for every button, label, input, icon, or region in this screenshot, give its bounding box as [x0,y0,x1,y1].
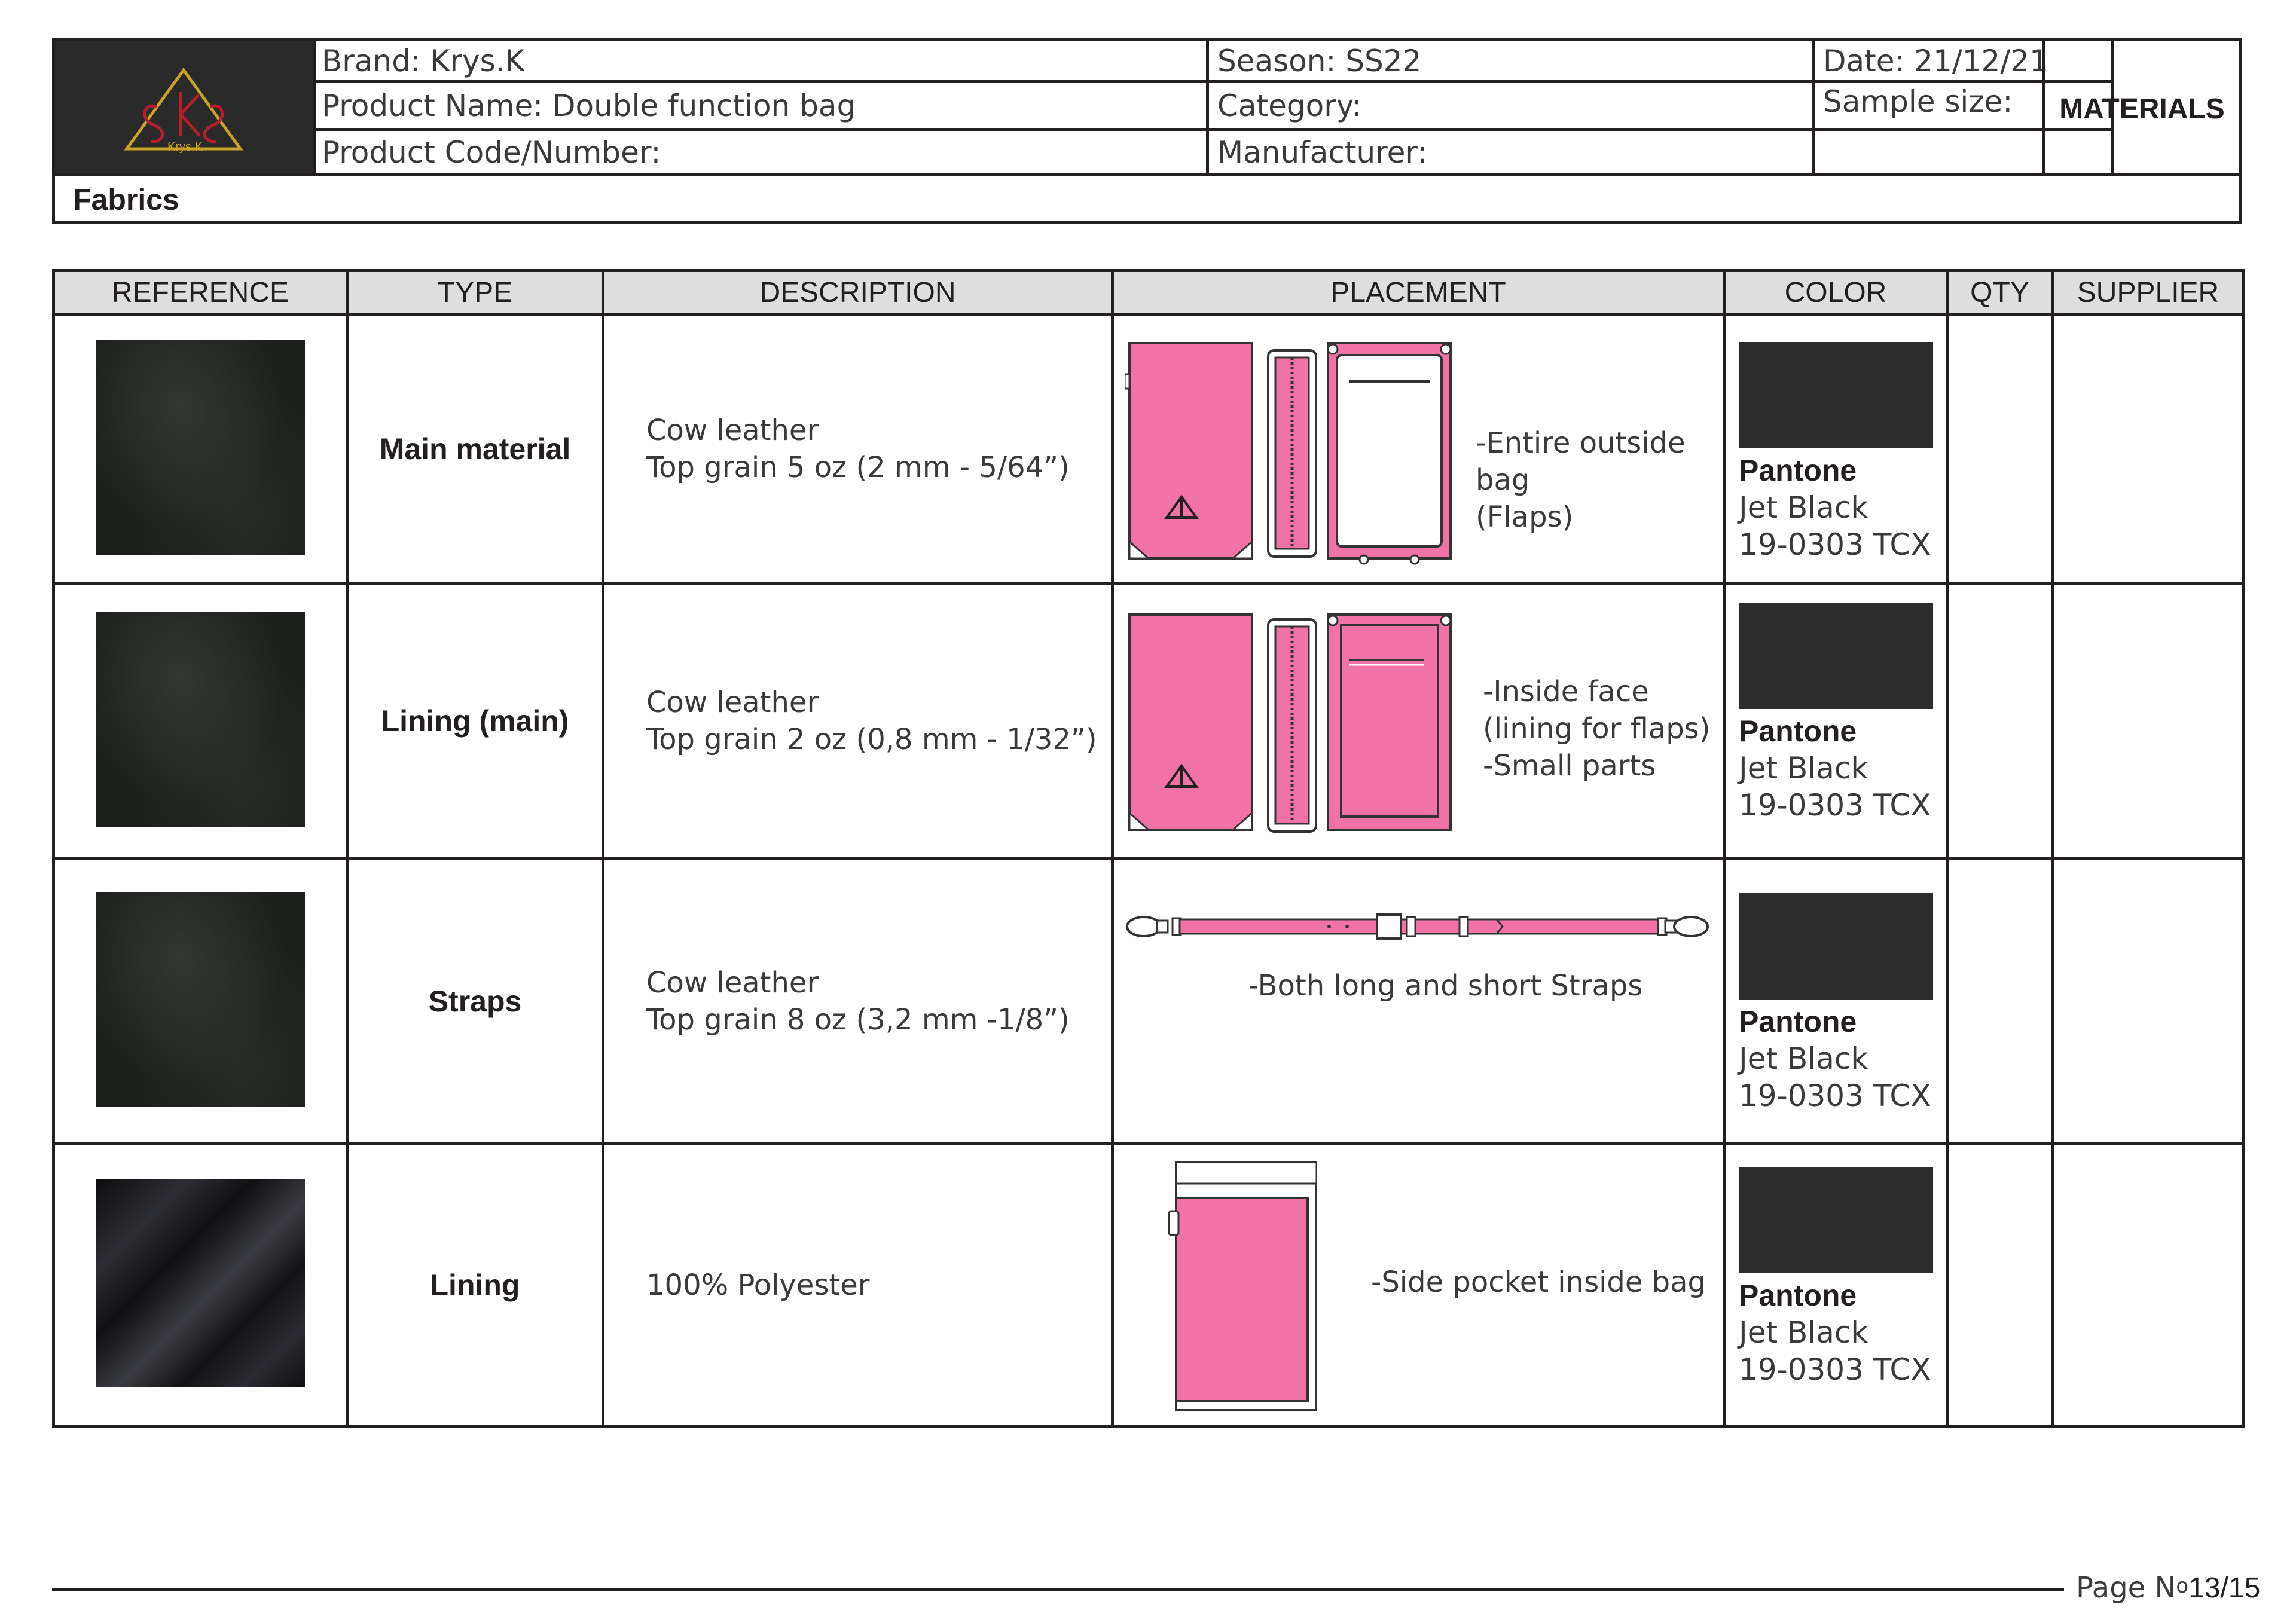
polyester-swatch-image [96,1179,305,1387]
description-cell [603,583,1113,858]
column-header-qty: QTY [1947,271,2053,314]
description-line: Cow leather [646,965,819,1000]
color-cell [1724,1144,1947,1426]
placement-line: -Inside face [1483,675,1649,708]
page-number-value: 13/15 [2188,1572,2261,1604]
supplier-cell [2053,314,2244,583]
side-pocket-illustration [1162,1157,1317,1414]
date-field: Date: 21/12/21 [1815,41,2114,83]
color-system: Pantone [1739,1005,1857,1038]
type-cell: Lining (main) [347,583,603,858]
color-cell [1724,583,1947,858]
placement-cell [1113,583,1724,858]
color-system: Pantone [1739,1279,1857,1312]
product-code-field: Product Code/Number: [313,131,1209,176]
footer-rule [52,1588,2064,1591]
qty-cell [1947,858,2053,1144]
color-cell [1724,858,1947,1144]
description-line: 100% Polyester [646,1268,870,1302]
reference-cell [54,583,347,858]
placement-line: -Entire outside bag [1476,426,1686,497]
brand-logo-cell [55,41,316,176]
leather-swatch-image [96,892,305,1107]
description-line: Top grain 8 oz (3,2 mm -1/8”) [646,1002,1070,1037]
description-line: Top grain 2 oz (0,8 mm - 1/32”) [646,722,1097,756]
manufacturer-field: Manufacturer: [1209,131,1815,176]
placement-line: (Flaps) [1476,500,1574,534]
color-name: Jet Black [1739,1041,1868,1076]
placement-line: (lining for flaps) [1483,712,1711,745]
reference-cell [54,1144,347,1426]
description-line: Cow leather [646,413,819,447]
qty-cell [1947,583,2053,858]
page-number [2076,1571,2260,1604]
placement-line: -Small parts [1483,749,1656,783]
color-cell [1724,314,1947,583]
description-line: Top grain 5 oz (2 mm - 5/64”) [646,450,1070,484]
strap-illustration [1120,903,1718,950]
description-cell [603,858,1113,1144]
type-cell: Straps [347,858,603,1144]
page-label-text: Page N [2076,1571,2176,1604]
table-row [54,858,2244,1144]
page-title: MATERIALS [2042,41,2239,176]
product-name-field: Product Name: Double function bag [313,83,1209,131]
color-code: 19-0303 TCX [1739,1352,1931,1387]
color-swatch [1739,342,1933,448]
color-code: 19-0303 TCX [1739,527,1931,562]
color-code: 19-0303 TCX [1739,1078,1931,1113]
table-row [54,1144,2244,1426]
placement-cell [1113,858,1724,1144]
color-swatch [1739,603,1933,709]
color-swatch [1739,1167,1933,1273]
placement-note [1476,424,1723,536]
description-line: Cow leather [646,685,819,719]
color-name: Jet Black [1739,1315,1868,1350]
placement-note [1483,673,1710,784]
color-swatch [1739,893,1933,1000]
color-name: Jet Black [1739,490,1868,525]
reference-cell [54,314,347,583]
table-row [54,314,2244,583]
type-cell: Main material [347,314,603,583]
table-header-row [54,271,2244,314]
sample-size-field: Sample size: [1815,83,2114,131]
logo-text: Krys.K [167,140,203,154]
color-system: Pantone [1739,454,1857,487]
section-label: Fabrics [73,183,179,216]
placement-cell [1113,314,1724,583]
color-system: Pantone [1739,714,1857,748]
placement-note: -Both long and short Straps [1248,969,1643,1002]
type-cell: Lining [347,1144,603,1426]
brand-field: Brand: Krys.K [313,41,1209,83]
column-header-placement: PLACEMENT [1113,271,1724,314]
qty-cell [1947,314,2053,583]
column-header-reference: REFERENCE [54,271,347,314]
leather-swatch-image [96,612,305,827]
color-code: 19-0303 TCX [1739,788,1931,823]
table-row [54,583,2244,858]
column-header-color: COLOR [1724,271,1947,314]
spec-sheet-header [52,38,2242,224]
description-cell [603,314,1113,583]
bag-outside-flaps-illustration [1125,338,1495,566]
leather-swatch-image [96,340,305,555]
bag-inside-lining-illustration [1125,607,1495,846]
description-cell [603,1144,1113,1426]
category-field: Category: [1209,83,1815,131]
supplier-cell [2053,1144,2244,1426]
qty-cell [1947,1144,2053,1426]
column-header-type: TYPE [347,271,603,314]
supplier-cell [2053,858,2244,1144]
column-header-description: DESCRIPTION [603,271,1113,314]
reference-cell [54,858,347,1144]
column-header-supplier: SUPPLIER [2053,271,2244,314]
materials-table [52,269,2245,1428]
season-field: Season: SS22 [1209,41,1815,83]
color-name: Jet Black [1739,751,1868,785]
placement-note: -Side pocket inside bag [1371,1266,1706,1299]
placement-cell [1113,1144,1724,1426]
supplier-cell [2053,583,2244,858]
page-label-superscript: o [2176,1574,2189,1598]
